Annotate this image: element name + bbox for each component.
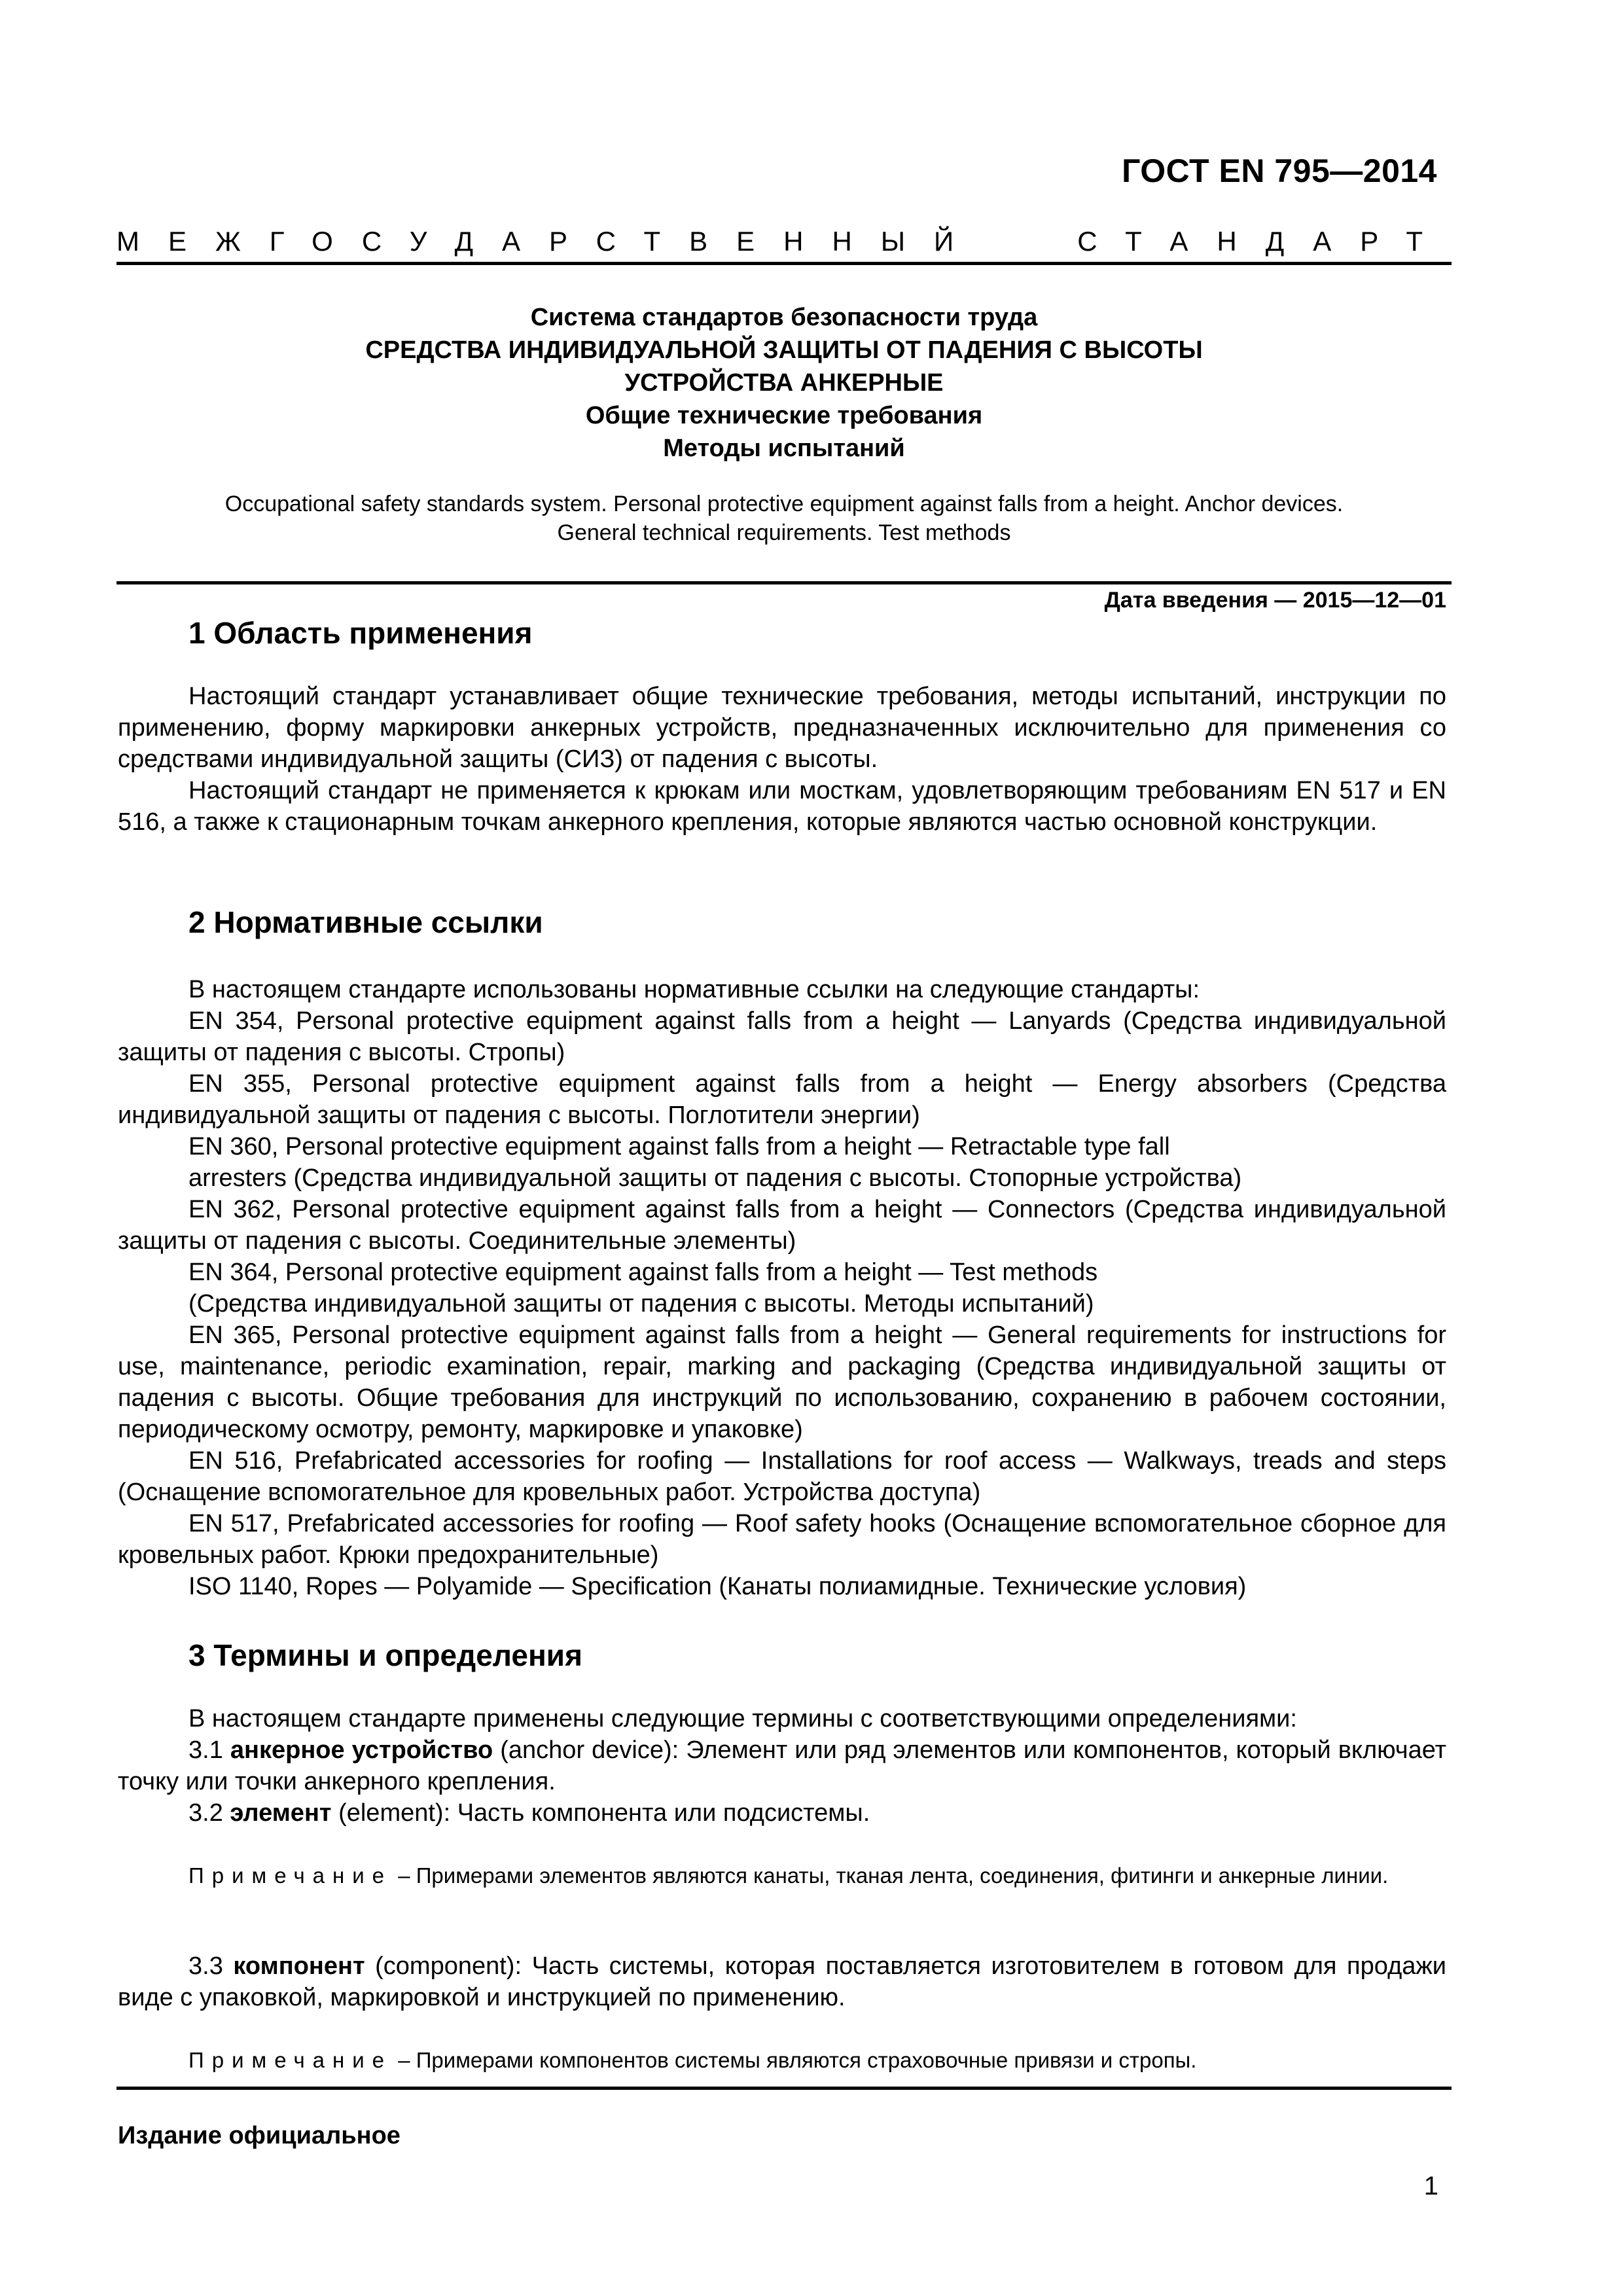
- standard-title-block: [118, 301, 1450, 465]
- introduction-date: Дата введения — 2015—12—01: [1104, 588, 1446, 613]
- reference-item: EN 362, Personal protective equipment against falls from a height — Connectors (Средства индивидуальной защиты от падения с высоты. Соединительные элементы): [118, 1196, 1446, 1255]
- title-line: Методы испытаний: [663, 435, 905, 462]
- term: анкерное устройство: [230, 1736, 493, 1764]
- title-line: Система стандартов безопасности труда: [530, 304, 1038, 331]
- reference-item: EN 517, Prefabricated accessories for roofing — Roof safety hooks (Оснащение вспомогательное сборное для кровельных работ. Крюки предохранительные): [118, 1510, 1446, 1569]
- note-text: – Примерами элементов являются канаты, тканая лента, соединения, фитинги и анкерные линии.: [398, 1863, 1389, 1888]
- official-edition-label: Издание официальное: [118, 2122, 401, 2149]
- title-divider: [116, 581, 1452, 584]
- reference-item: EN 516, Prefabricated accessories for roofing — Installations for roof access — Walkways, treads and steps (Оснащение вспомогательное для кровельных работ. Устройства доступа): [118, 1447, 1446, 1506]
- term-number: 3.1: [188, 1736, 223, 1764]
- reference-item: EN 365, Personal protective equipment against falls from a height — General requirements for instructions for use, maintenance, periodic examination, repair, marking and packaging (Средства индивидуальной защиты от падения с высоты. Общие требования для инструкций по использованию, сохранению в рабочем состоянии, периодическому осмотру, ремонту, маркировке и упаковке): [118, 1321, 1446, 1443]
- term-3-1: [118, 1734, 1446, 1797]
- section-heading: 1 Область применения: [188, 616, 533, 650]
- interstate-word: МЕЖГОСУДАРСТВЕННЫЙ: [116, 226, 983, 257]
- title-line: СРЕДСТВА ИНДИВИДУАЛЬНОЙ ЗАЩИТЫ ОТ ПАДЕНИЯ С ВЫСОТЫ: [365, 336, 1203, 364]
- term: элемент: [230, 1799, 332, 1827]
- paragraph: В настоящем стандарте применены следующие термины с соответствующими определениями:: [188, 1705, 1297, 1732]
- note-1: [118, 1861, 1446, 1890]
- term-definition: (component): Часть системы, которая поставляется изготовителем в готовом для продажи виде с упаковкой, маркировкой и инструкцией по применению.: [118, 1952, 1447, 2011]
- page-number: 1: [1423, 2172, 1438, 2200]
- title-line: Общие технические требования: [585, 402, 983, 429]
- section-heading: 3 Термины и определения: [188, 1638, 582, 1672]
- paragraph: В настоящем стандарте использованы нормативные ссылки на следующие стандарты:: [188, 976, 1200, 1003]
- term-3-2: [118, 1797, 1446, 1829]
- section-2-body: [118, 974, 1446, 1602]
- interstate-standard-heading: [116, 226, 1452, 257]
- english-title: [118, 490, 1450, 547]
- reference-item: EN 360, Personal protective equipment against falls from a height — Retractable type fall: [188, 1133, 1170, 1160]
- title-line: УСТРОЙСТВА АНКЕРНЫЕ: [624, 369, 944, 397]
- footer-divider: [116, 2087, 1452, 2090]
- english-title-line: General technical requirements. Test methods: [557, 520, 1011, 545]
- section-heading: 2 Нормативные ссылки: [188, 905, 543, 939]
- reference-item: EN 354, Personal protective equipment against falls from a height — Lanyards (Средства индивидуальной защиты от падения с высоты. Стропы): [118, 1007, 1446, 1066]
- section-3-body: [118, 1703, 1446, 1829]
- reference-item: arresters (Средства индивидуальной защиты от падения с высоты. Стопорные устройства): [188, 1164, 1242, 1192]
- term-3-3: [118, 1950, 1446, 2013]
- reference-item: EN 355, Personal protective equipment against falls from a height — Energy absorbers (Средства индивидуальной защиты от падения с высоты. Поглотители энергии): [118, 1070, 1446, 1129]
- standard-word: СТАНДАРТ: [1077, 226, 1452, 257]
- term-definition: (anchor device): Элемент или ряд элементов или компонентов, который включает точку или точки анкерного крепления.: [118, 1736, 1447, 1795]
- section-1-body: [118, 681, 1446, 838]
- standard-designation: ГОСТ EN 795—2014: [1122, 152, 1437, 189]
- note-label: Примечание: [188, 2048, 393, 2072]
- term-number: 3.3: [188, 1952, 223, 1980]
- note-label: Примечание: [188, 1863, 393, 1888]
- paragraph: Настоящий стандарт не применяется к крюкам или мосткам, удовлетворяющим требованиям EN 517 и EN 516, а также к стационарным точкам анкерного крепления, которые являются частью основной конструкции.: [118, 777, 1446, 836]
- note-text: – Примерами компонентов системы являются страховочные привязи и стропы.: [398, 2048, 1197, 2072]
- paragraph: Настоящий стандарт устанавливает общие технические требования, методы испытаний, инструкции по применению, форму маркировки анкерных устройств, предназначенных исключительно для применения со средствами индивидуальной защиты (СИЗ) от падения с высоты.: [118, 683, 1446, 773]
- english-title-line: Occupational safety standards system. Personal protective equipment against falls from a height. Anchor devices.: [224, 492, 1344, 516]
- note-2: [118, 2046, 1446, 2075]
- reference-item: (Средства индивидуальной защиты от падения с высоты. Методы испытаний): [188, 1290, 1094, 1318]
- reference-item: ISO 1140, Ropes — Polyamide — Specification (Канаты полиамидные. Технические условия): [188, 1573, 1247, 1600]
- reference-item: EN 364, Personal protective equipment against falls from a height — Test methods: [188, 1259, 1098, 1286]
- term-number: 3.2: [188, 1799, 223, 1827]
- term-definition: (element): Часть компонента или подсистемы.: [338, 1799, 870, 1827]
- header-divider: [116, 262, 1452, 265]
- term: компонент: [233, 1952, 365, 1980]
